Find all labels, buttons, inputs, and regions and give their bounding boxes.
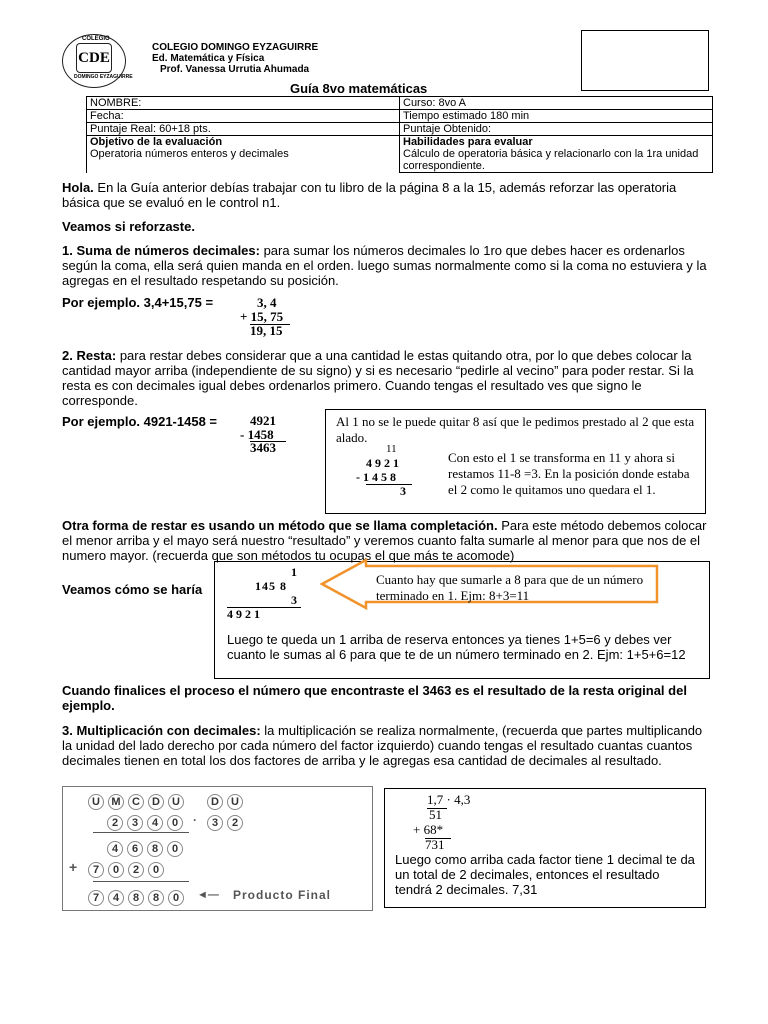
- resta-box-r: 3: [400, 484, 406, 498]
- puntaje-obtenido-cell: Puntaje Obtenido:: [400, 123, 713, 136]
- section-suma: [62, 243, 712, 288]
- producto-final-label: Producto Final: [233, 888, 331, 902]
- curso-cell: Curso: 8vo A: [400, 97, 713, 110]
- mult-header-left: [88, 792, 188, 810]
- intro-bold: Hola.: [62, 180, 94, 195]
- mult-line2: [93, 881, 189, 882]
- mult-box-l2: 51: [429, 807, 442, 822]
- digit: 0: [148, 862, 164, 878]
- mult-header-right: [207, 792, 247, 810]
- intro-paragraph: [62, 180, 712, 210]
- comp-a: 145 8: [255, 579, 287, 593]
- logo-top-text: COLEGIO: [82, 36, 110, 42]
- digit: 2: [107, 815, 123, 831]
- completacion-text: Para este método debemos colocar el menor arriba y el mayo será nuestro “resultado” y veremos cuanto falta sumarle al menor para que nos de el numero mayor. (recuerda que son métodos tu ocupas el que más te acomode): [62, 518, 707, 563]
- resta-box-a: 4 9 2 1: [366, 456, 399, 470]
- digit: 4: [107, 841, 123, 857]
- digit: U: [227, 794, 243, 810]
- mult-box-text: Luego como arriba cada factor tiene 1 decimal te da un total de 2 decimales, entonces el resultado tendrá 2 decimales. 7,31: [395, 852, 695, 897]
- nombre-cell: NOMBRE:: [87, 97, 400, 110]
- digit: 4: [108, 890, 124, 906]
- resta-text: para restar debes considerar que a una cantidad le estas quitando otra, por lo que debes colocar la cantidad mayor arriba (independiente de su signo) y si es necesario “pedirle al vecino” para poder restar. Si la resta es con decimales igual debes ordenarlos primero. Cuando tengas el resultado ves que signo le corresponde.: [62, 348, 694, 408]
- digit: 6: [127, 841, 143, 857]
- digit: 2: [128, 862, 144, 878]
- mult-row1: [107, 813, 187, 831]
- mult-box-l4: 731: [425, 837, 445, 852]
- suma-example-label: Por ejemplo. 3,4+15,75 =: [62, 295, 214, 310]
- intro-text: En la Guía anterior debías trabajar con tu libro de la página 8 a la 15, además reforzar las operatoria básica que se evaluó en le control n1.: [62, 180, 677, 210]
- habilidades-label: Habilidades para evaluar: [403, 136, 533, 148]
- digit: 0: [168, 890, 184, 906]
- section-completacion: [62, 518, 712, 563]
- digit: 7: [88, 890, 104, 906]
- page-title: Guía 8vo matemáticas: [290, 81, 428, 96]
- objetivo-text: Operatoria números enteros y decimales: [90, 148, 289, 160]
- digit: U: [88, 794, 104, 810]
- conclusion-text: Cuando finalices el proceso el número que encontraste el 3463 es el resultado de la resta original del ejemplo.: [62, 683, 687, 713]
- suma-text: para sumar los números decimales lo 1ro que debes hacer es ordenarlos según la coma, ella será quien manda en el orden. luego sumas normalmente como si la coma no estuviera y la agregas en el resultado respetando su posición.: [62, 243, 707, 288]
- resta-b: - 1458: [240, 427, 274, 442]
- digit: 8: [148, 890, 164, 906]
- grade-box: [581, 30, 709, 91]
- logo-bottom-text: DOMINGO EYZAGUIRRE: [74, 74, 133, 80]
- section-multiplicacion: [62, 723, 712, 768]
- suma-result: 19, 15: [250, 323, 283, 338]
- resta-result: 3463: [250, 440, 276, 455]
- digit: 8: [147, 841, 163, 857]
- digit: 7: [88, 862, 104, 878]
- resta-heading: 2. Resta:: [62, 348, 117, 363]
- department: Ed. Matemática y Física: [152, 53, 265, 64]
- comp-result: 4 9 2 1: [227, 607, 260, 621]
- resta-box-line1: Al 1 no se le puede quitar 8 así que le pedimos prestado al 2 que esta alado.: [336, 414, 695, 445]
- resta-box-carry: 11: [386, 443, 397, 455]
- comp-b: 3: [291, 593, 297, 607]
- logo-monogram: CDE: [76, 43, 112, 73]
- fecha-cell: Fecha:: [87, 110, 400, 123]
- mult-text: la multiplicación se realiza normalmente, (recuerda que partes multiplicando la unidad del lado derecho por cada número del factor izquierdo) cuando tengas el resultado cuantas cuantos decimales tienen en total los dos factores de arriba y le agregas esa cantidad de decimales al resultado.: [62, 723, 703, 768]
- teacher-name: Prof. Vanessa Urrutia Ahumada: [160, 64, 310, 75]
- digit: 3: [207, 815, 223, 831]
- multiplication-image: [62, 786, 373, 911]
- digit: M: [108, 794, 124, 810]
- completacion-heading: Otra forma de restar es usando un método que se llama completación.: [62, 518, 498, 533]
- mult-row2: [107, 839, 187, 857]
- digit: 4: [147, 815, 163, 831]
- resta-example-label: Por ejemplo. 4921-1458 =: [62, 414, 218, 429]
- arrow-callout-text: Cuanto hay que sumarle a 8 para que de un número terminado en 1. Ejm: 8+3=11: [376, 572, 644, 603]
- mult-row4: [88, 888, 188, 906]
- digit: D: [207, 794, 223, 810]
- resta-explanation-box: [325, 409, 706, 514]
- completacion-label: Veamos cómo se haría: [62, 582, 203, 597]
- mult-row3: [88, 860, 168, 878]
- student-info-table: [86, 96, 713, 173]
- resta-box-b: - 1 4 5 8: [356, 470, 396, 484]
- digit: D: [148, 794, 164, 810]
- digit: 0: [167, 815, 183, 831]
- mult-op: ·: [193, 813, 197, 827]
- digit: 0: [167, 841, 183, 857]
- digit: C: [128, 794, 144, 810]
- suma-a: 3, 4: [257, 295, 277, 310]
- multiplication-box: [384, 788, 706, 908]
- comp-carry: 1: [291, 565, 297, 579]
- tiempo-cell: Tiempo estimado 180 min: [400, 110, 713, 123]
- digit: 2: [227, 815, 243, 831]
- veamos-heading: Veamos si reforzaste.: [62, 219, 195, 234]
- digit: U: [168, 794, 184, 810]
- puntaje-real-cell: Puntaje Real: 60+18 pts.: [87, 123, 400, 136]
- resta-a: 4921: [250, 413, 276, 428]
- comp-box-text: Luego te queda un 1 arriba de reserva entonces ya tienes 1+5=6 y debes ver cuanto le sumas al 6 para que te de un número terminado en 2. Ejm: 1+5+6=12: [227, 632, 686, 662]
- habilidades-text: Cálculo de operatoria básica y relacionarlo con la 1ra unidad correspondiente.: [403, 148, 699, 172]
- suma-b: + 15, 75: [240, 309, 284, 324]
- mult-plus: +: [69, 859, 78, 875]
- digit: 0: [108, 862, 124, 878]
- mult-row1b: [207, 813, 247, 831]
- section-resta: [62, 348, 712, 408]
- digit: 3: [127, 815, 143, 831]
- school-name: COLEGIO DOMINGO EYZAGUIRRE: [152, 42, 319, 53]
- arrow-left-icon: ◄—: [197, 889, 219, 901]
- mult-box-l3: + 68*: [413, 822, 444, 837]
- digit: 8: [128, 890, 144, 906]
- mult-box-l1: 1,7 · 4,3: [427, 792, 471, 807]
- mult-heading: 3. Multiplicación con decimales:: [62, 723, 261, 738]
- resta-box-line2: Con esto el 1 se transforma en 11 y ahora si restamos 11-8 =3. En la posición donde estaba el 2 como le quitamos uno quedara el 1.: [448, 450, 690, 497]
- objetivo-label: Objetivo de la evaluación: [90, 136, 223, 148]
- mult-line1: [93, 832, 189, 833]
- suma-heading: 1. Suma de números decimales:: [62, 243, 260, 258]
